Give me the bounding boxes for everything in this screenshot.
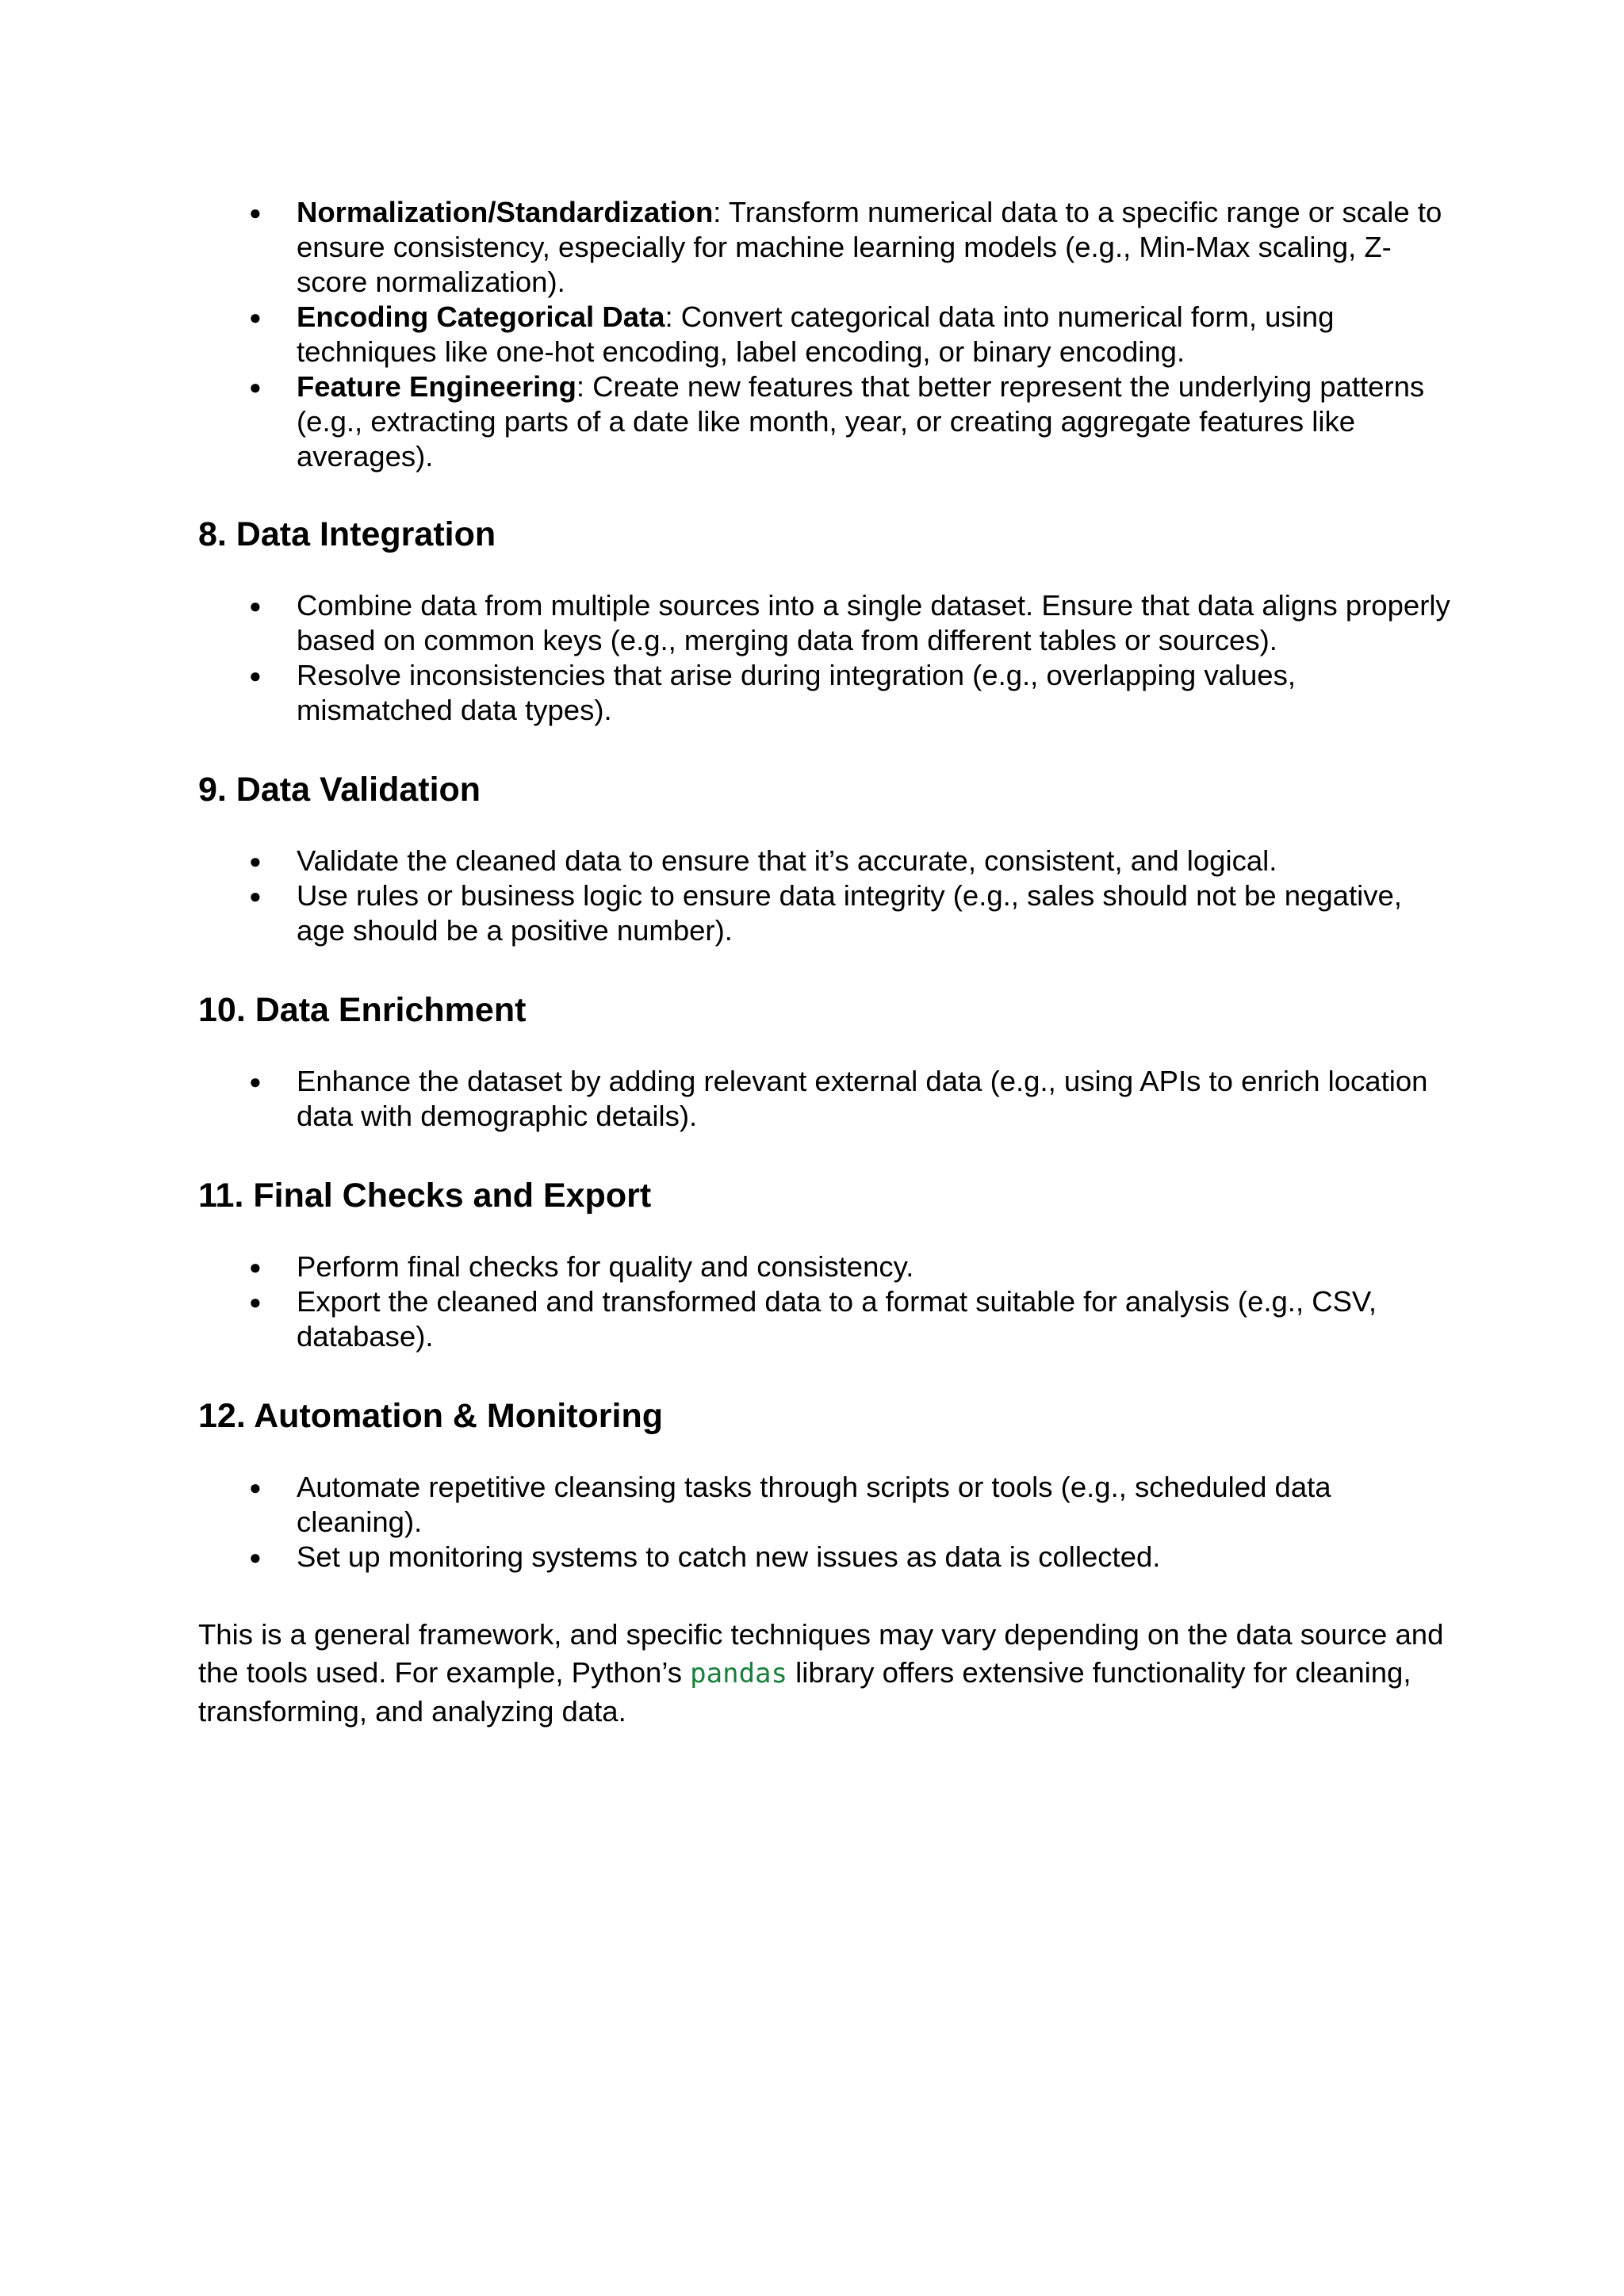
list-item [249, 1284, 1451, 1354]
section-heading: 12. Automation & Monitoring [198, 1397, 664, 1435]
bullet-icon: ● [249, 594, 262, 618]
list-item [249, 1249, 1451, 1284]
list-item [249, 1540, 1451, 1575]
list-item [249, 1064, 1451, 1134]
item-text: Resolve inconsistencies that arise during integration (e.g., overlapping values, mismatched data types). [297, 659, 1296, 726]
item-text: Perform final checks for quality and consistency. [297, 1250, 914, 1283]
bullet-list [198, 844, 1451, 948]
list-item [249, 1470, 1451, 1540]
list-item [249, 369, 1451, 474]
intro-bullet-list [198, 195, 1451, 474]
bullet-icon: ● [249, 1475, 262, 1499]
list-item [249, 588, 1451, 658]
list-item [249, 300, 1451, 369]
item-text: : Create new features that better represent the underlying patterns (e.g., extracting parts of a date like month, year, or creating aggregate features like averages). [297, 370, 1425, 473]
item-term: Encoding Categorical Data [297, 300, 665, 333]
section-heading: 11. Final Checks and Export [198, 1177, 652, 1215]
bullet-icon: ● [249, 1255, 262, 1279]
item-text: Combine data from multiple sources into a single dataset. Ensure that data aligns properly based on common keys (e.g., merging data from different tables or sources). [297, 589, 1450, 656]
bullet-icon: ● [249, 1290, 262, 1314]
bullet-icon: ● [249, 1545, 262, 1569]
bullet-icon: ● [249, 375, 262, 399]
bullet-icon: ● [249, 884, 262, 908]
item-term: Feature Engineering [297, 370, 576, 403]
closing-text-before: This is a general framework, and specific techniques may vary depending on the data source and the tools used. For example, Python’s [198, 1618, 1444, 1689]
bullet-icon: ● [249, 1070, 262, 1093]
bullet-list [198, 1249, 1451, 1354]
item-text: Set up monitoring systems to catch new issues as data is collected. [297, 1540, 1161, 1573]
list-item [249, 658, 1451, 728]
section [198, 514, 1451, 728]
bullet-list [198, 588, 1451, 728]
bullet-list [198, 1064, 1451, 1134]
bullet-icon: ● [249, 305, 262, 329]
section [198, 769, 1451, 948]
item-text: Validate the cleaned data to ensure that it’s accurate, consistent, and logical. [297, 844, 1277, 877]
list-item [249, 195, 1451, 300]
item-text: : Convert categorical data into numerical form, using techniques like one-hot encoding, label encoding, or binary encoding. [297, 300, 1335, 368]
list-item [249, 878, 1451, 948]
section [198, 989, 1451, 1134]
document-page [198, 195, 1451, 1731]
bullet-icon: ● [249, 849, 262, 873]
section-heading: 9. Data Validation [198, 771, 481, 809]
pandas-code: pandas [690, 1658, 787, 1689]
item-text: Use rules or business logic to ensure data integrity (e.g., sales should not be negative, age should be a positive number). [297, 879, 1402, 947]
sections-container [198, 514, 1451, 1575]
section-heading: 10. Data Enrichment [198, 991, 527, 1029]
item-term: Normalization/Standardization [297, 196, 714, 228]
bullet-icon: ● [249, 201, 262, 224]
section-heading: 8. Data Integration [198, 515, 496, 553]
item-text: : Transform numerical data to a specific range or scale to ensure consistency, especially for machine learning models (e.g., Min-Max scaling, Z-score normalization). [297, 196, 1442, 298]
closing-paragraph [198, 1616, 1451, 1731]
closing-text-after: library offers extensive functionality for cleaning, transforming, and analyzing data. [198, 1656, 1411, 1728]
section [198, 1395, 1451, 1575]
bullet-icon: ● [249, 664, 262, 687]
bullet-list [198, 1470, 1451, 1575]
list-item [249, 844, 1451, 878]
item-text: Enhance the dataset by adding relevant external data (e.g., using APIs to enrich location data with demographic details). [297, 1065, 1428, 1132]
item-text: Automate repetitive cleansing tasks through scripts or tools (e.g., scheduled data cleaning). [297, 1471, 1331, 1538]
item-text: Export the cleaned and transformed data to a format suitable for analysis (e.g., CSV, database). [297, 1285, 1377, 1353]
section [198, 1175, 1451, 1354]
